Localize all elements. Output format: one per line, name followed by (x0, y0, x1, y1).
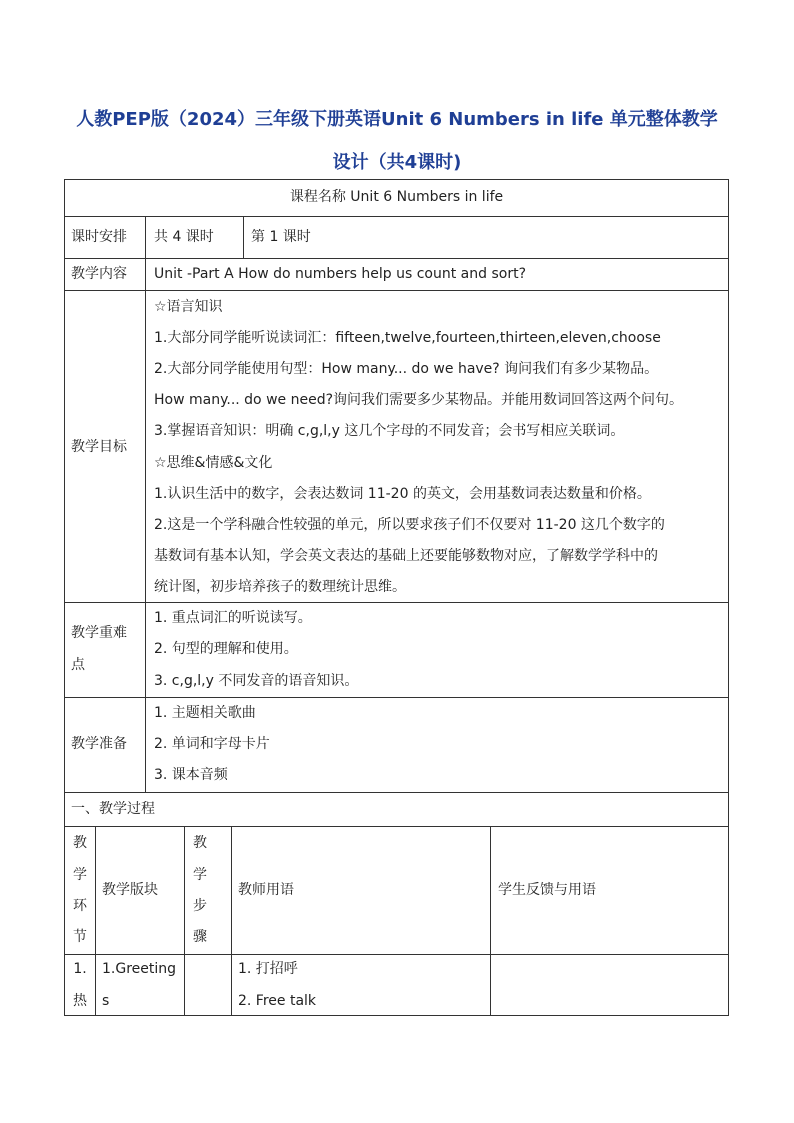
preparation-label: 教学准备 (71, 736, 127, 752)
goal-line: 1.认识生活中的数字，会表达数词 11-20 的英文，会用基数词表达数量和价格。 (154, 486, 651, 502)
document-title-line2: 设计（共4课时) (332, 152, 462, 173)
document-title-line1: 人教PEP版（2024）三年级下册英语Unit 6 Numbers in life 单元整体教学 (76, 109, 718, 130)
schedule-label: 课时安排 (71, 229, 127, 245)
row1-stage-char: 热 (73, 993, 87, 1009)
row1-teacher-item: 2. Free talk (238, 993, 317, 1009)
content-label: 教学内容 (71, 266, 127, 282)
goal-line: ☆语言知识 (154, 299, 223, 315)
goals-label: 教学目标 (71, 439, 127, 455)
goal-line: 统计图，初步培养孩子的数理统计思维。 (154, 579, 406, 595)
row1-stage-char: 1. (73, 961, 87, 977)
schedule-current: 第 1 课时 (251, 229, 311, 245)
goal-line: 2.这是一个学科融合性较强的单元，所以要求孩子们不仅要对 11-20 这几个数字的 (154, 517, 665, 533)
header-step-char: 学 (193, 867, 207, 883)
schedule-total: 共 4 课时 (154, 229, 214, 245)
content-value: Unit -Part A How do numbers help us count and sort? (154, 266, 526, 282)
row1-teacher-item: 1. 打招呼 (238, 961, 298, 977)
header-stage-char: 环 (73, 898, 87, 914)
header-stage-char: 节 (73, 929, 87, 945)
preparation-item: 3. 课本音频 (154, 767, 228, 783)
course-name: 课程名称 Unit 6 Numbers in life (289, 189, 504, 205)
row1-module-line2: s (102, 993, 110, 1009)
goal-line: How many... do we need?询问我们需要多少某物品。并能用数词回答这两个问句。 (154, 392, 684, 408)
preparation-item: 2. 单词和字母卡片 (154, 736, 270, 752)
goal-line: 基数词有基本认知，学会英文表达的基础上还要能够数物对应，了解数学学科中的 (154, 548, 658, 564)
key-point-item: 3. c,g,l,y 不同发音的语音知识。 (154, 673, 359, 689)
header-step-char: 步 (193, 898, 207, 914)
header-stage-char: 教 (73, 835, 87, 851)
goal-line: 1.大部分同学能听说读词汇：fifteen,twelve,fourteen,thirteen,eleven,choose (154, 330, 661, 346)
header-student: 学生反馈与用语 (498, 882, 596, 898)
goal-line: ☆思维&情感&文化 (154, 455, 273, 471)
header-step-char: 教 (193, 835, 207, 851)
header-stage-char: 学 (73, 867, 87, 883)
goal-line: 3.掌握语音知识：明确 c,g,l,y 这几个字母的不同发音；会书写相应关联词。 (154, 423, 625, 439)
key-points-label-2: 点 (71, 657, 85, 673)
goal-line: 2.大部分同学能使用句型：How many... do we have? 询问我们有多少某物品。 (154, 361, 659, 377)
key-point-item: 1. 重点词汇的听说读写。 (154, 610, 312, 626)
header-step-char: 骤 (193, 929, 207, 945)
header-module: 教学版块 (102, 882, 158, 898)
key-points-label-1: 教学重难 (71, 625, 127, 641)
row1-module-line1: 1.Greeting (102, 961, 177, 977)
header-teacher: 教师用语 (238, 882, 294, 898)
preparation-item: 1. 主题相关歌曲 (154, 705, 256, 721)
key-point-item: 2. 句型的理解和使用。 (154, 641, 298, 657)
process-heading: 一、教学过程 (71, 801, 155, 817)
